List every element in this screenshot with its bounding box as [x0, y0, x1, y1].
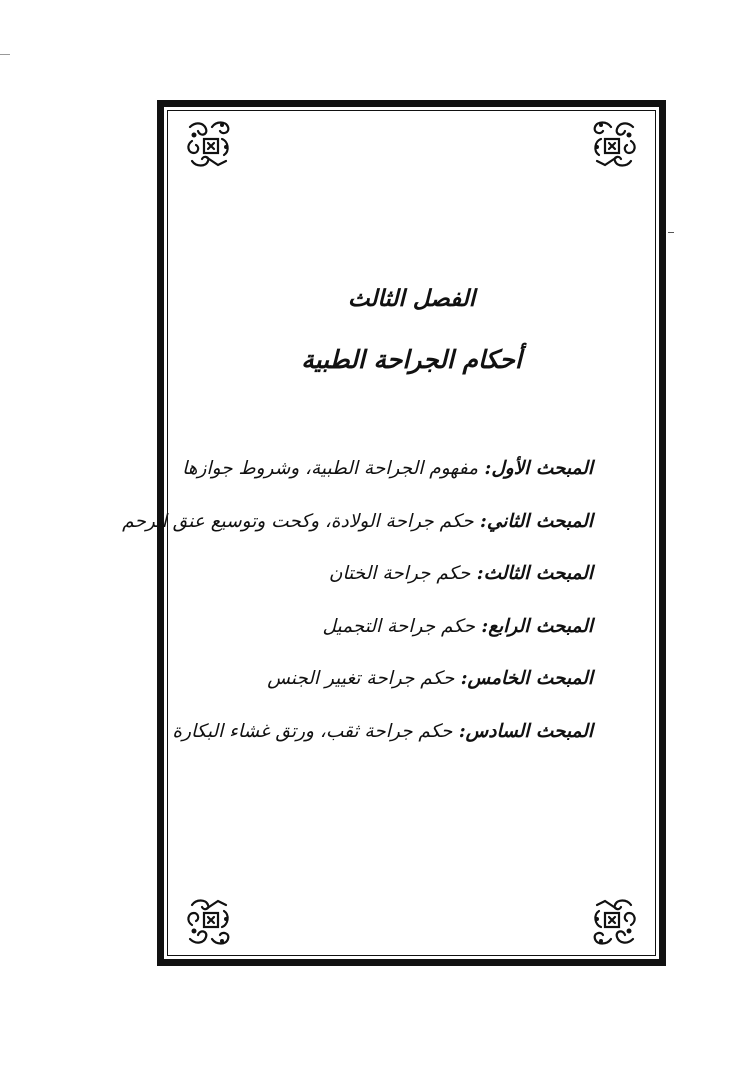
- section-item: [172, 715, 593, 768]
- corner-ornament-icon: [587, 895, 641, 949]
- section-label: المبحث الأول: [491, 458, 593, 479]
- section-item: [213, 662, 593, 715]
- section-separator: :: [452, 720, 466, 742]
- section-item: [122, 505, 593, 558]
- section-separator: :: [478, 458, 492, 479]
- section-label: المبحث الثالث: [483, 563, 593, 584]
- corner-ornament-icon: [182, 117, 236, 171]
- section-label: المبحث السادس: [465, 720, 593, 742]
- section-label: المبحث الخامس: [467, 668, 593, 689]
- section-item: [213, 610, 593, 663]
- section-item: [213, 557, 593, 610]
- scan-stray-mark: [668, 232, 674, 233]
- section-label: المبحث الثاني: [486, 510, 593, 532]
- section-separator: :: [454, 668, 468, 689]
- chapter-title: الفصل الثالث: [347, 285, 476, 312]
- section-list: [122, 452, 593, 767]
- section-separator: :: [470, 563, 484, 584]
- section-separator: :: [473, 510, 487, 532]
- chapter-subtitle: أحكام الجراحة الطبية: [301, 345, 522, 374]
- section-text: حكم جراحة التجميل: [322, 615, 475, 637]
- section-text: حكم جراحة الختان: [328, 563, 471, 584]
- corner-ornament-icon: [587, 117, 641, 171]
- corner-ornament-icon: [182, 895, 236, 949]
- section-item: [182, 452, 593, 505]
- section-text: حكم جراحة الولادة، وكحت وتوسيع عنق الرحم: [122, 510, 474, 532]
- section-separator: :: [474, 615, 489, 637]
- scan-edge-mark: [0, 54, 10, 55]
- section-text: حكم جراحة تغيير الجنس: [267, 668, 455, 689]
- section-text: حكم جراحة ثقب، ورتق غشاء البكارة: [172, 720, 453, 742]
- section-label: المبحث الرابع: [488, 615, 593, 637]
- section-text: مفهوم الجراحة الطبية، وشروط جوازها: [182, 458, 479, 479]
- page-frame: [122, 100, 666, 966]
